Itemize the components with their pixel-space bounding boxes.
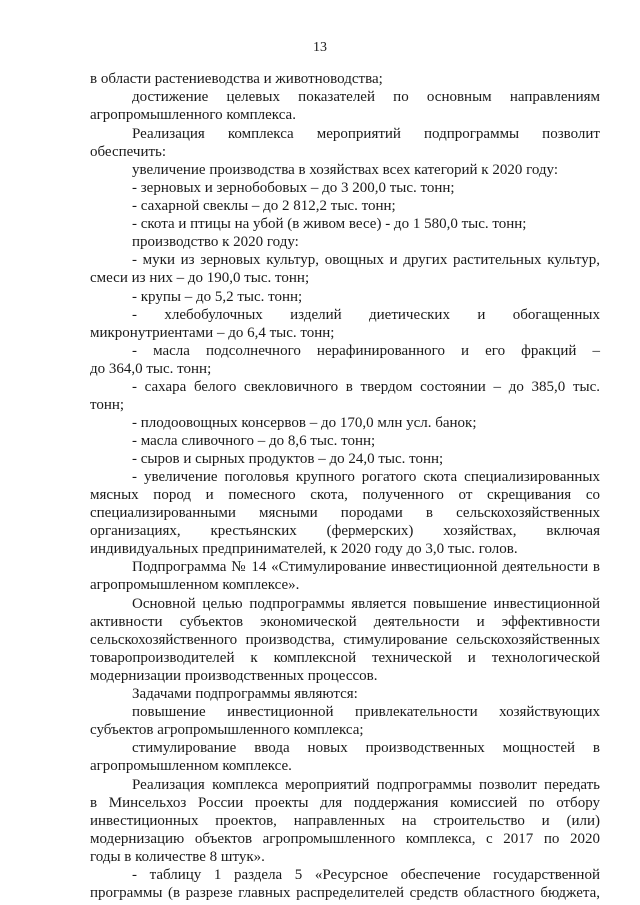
text-line: микронутриентами – до 6,4 тыс. тонн; — [90, 325, 335, 341]
text-line: - масла сливочного – до 8,6 тыс. тонн; — [132, 433, 376, 449]
text-line: инвестиционных проектов, направленных на строительство и (или) — [90, 813, 600, 829]
text-line: агропромышленном комплексе». — [90, 577, 300, 593]
text-line: - сахара белого свекловичного в твердом состоянии – до 385,0 тыс. — [132, 379, 600, 395]
text-line: - муки из зерновых культур, овощных и других растительных культур, — [132, 252, 600, 268]
text-line: годы в количестве 8 штук». — [90, 849, 265, 865]
text-line: активности субъектов экономической деятельности и эффективности — [90, 614, 600, 630]
text-line: Основной целью подпрограммы является повышение инвестиционной — [132, 596, 600, 612]
text-line: индивидуальных предпринимателей, к 2020 году до 3,0 тыс. голов. — [90, 541, 518, 557]
text-line: стимулирование ввода новых производственных мощностей в — [132, 740, 600, 756]
text-line: агропромышленном комплексе. — [90, 758, 292, 774]
text-line: сельскохозяйственного производства, стимулирование сельскохозяйственных — [90, 632, 600, 648]
text-line: смеси из них – до 190,0 тыс. тонн; — [90, 270, 310, 286]
text-line: модернизации производственных процессов. — [90, 668, 378, 684]
text-line: модернизацию объектов агропромышленного комплекса, с 2017 по 2020 — [90, 831, 600, 847]
text-line: Подпрограмма № 14 «Стимулирование инвестиционной деятельности в — [132, 559, 600, 575]
text-line: мясных пород и помесного скота, полученного от скрещивания со — [90, 487, 600, 503]
text-line: в Минсельхоз России проекты для поддержания комиссией по отбору — [90, 795, 600, 811]
text-line: - скота и птицы на убой (в живом весе) - до 1 580,0 тыс. тонн; — [132, 216, 527, 232]
text-line: до 364,0 тыс. тонн; — [90, 361, 212, 377]
text-line: - крупы – до 5,2 тыс. тонн; — [132, 289, 303, 305]
text-line: увеличение производства в хозяйствах всех категорий к 2020 году: — [132, 162, 559, 178]
text-line: - хлебобулочных изделий диетических и обогащенных — [132, 307, 600, 323]
text-line: - масла подсолнечного нерафинированного и его фракций – — [132, 343, 600, 359]
text-line: тонн; — [90, 397, 125, 413]
text-line: программы (в разрезе главных распределителей средств областного бюджета, — [90, 885, 600, 901]
text-line: повышение инвестиционной привлекательности хозяйствующих — [132, 704, 600, 720]
text-line: Реализация комплекса мероприятий подпрограммы позволит передать — [132, 777, 600, 793]
text-line: субъектов агропромышленного комплекса; — [90, 722, 364, 738]
text-line: специализированными мясными породами в сельскохозяйственных — [90, 505, 600, 521]
text-line: товаропроизводителей к комплексной технической и технологической — [90, 650, 600, 666]
page-number: 13 — [313, 40, 327, 55]
text-line: - увеличение поголовья крупного рогатого скота специализированных — [132, 469, 600, 485]
text-line: Реализация комплекса мероприятий подпрограммы позволит — [132, 126, 600, 142]
text-line: обеспечить: — [90, 144, 167, 160]
text-line: - сыров и сырных продуктов – до 24,0 тыс. тонн; — [132, 451, 444, 467]
text-line: - зерновых и зернобобовых – до 3 200,0 тыс. тонн; — [132, 180, 455, 196]
text-line: Задачами подпрограммы являются: — [132, 686, 358, 702]
text-line: производство к 2020 году: — [132, 234, 299, 250]
text-line: в области растениеводства и животноводства; — [90, 71, 383, 87]
text-line: - таблицу 1 раздела 5 «Ресурсное обеспечение государственной — [132, 867, 600, 883]
text-line: агропромышленного комплекса. — [90, 107, 296, 123]
text-line: - сахарной свеклы – до 2 812,2 тыс. тонн; — [132, 198, 396, 214]
text-line: достижение целевых показателей по основным направлениям — [132, 89, 600, 105]
text-line: организациях, крестьянских (фермерских) хозяйствах, включая — [90, 523, 600, 539]
text-line: - плодоовощных консервов – до 170,0 млн усл. банок; — [132, 415, 477, 431]
